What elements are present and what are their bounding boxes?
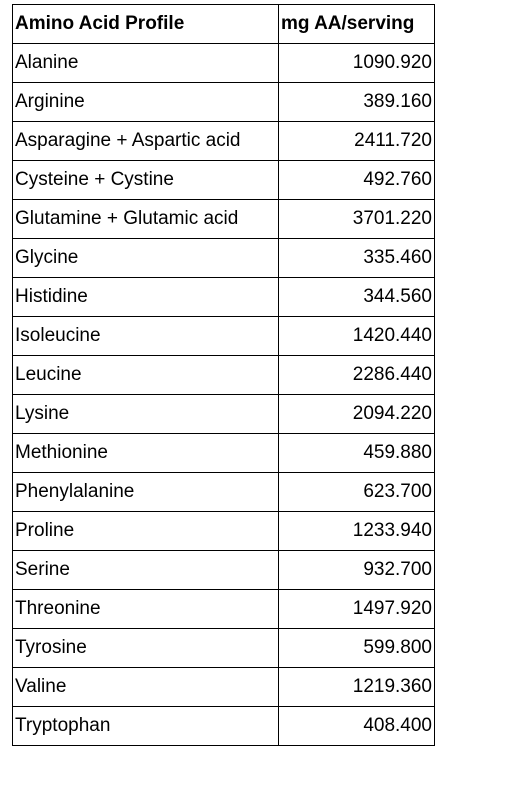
table-row bbox=[13, 161, 435, 200]
table-row bbox=[13, 707, 435, 746]
mg-per-serving-cell: 1233.940 bbox=[279, 512, 435, 551]
mg-per-serving-cell: 2411.720 bbox=[279, 122, 435, 161]
mg-per-serving-cell: 3701.220 bbox=[279, 200, 435, 239]
table-row bbox=[13, 239, 435, 278]
amino-acid-name-cell: Lysine bbox=[13, 395, 279, 434]
mg-per-serving-cell: 1090.920 bbox=[279, 44, 435, 83]
mg-per-serving-cell: 599.800 bbox=[279, 629, 435, 668]
mg-per-serving-cell: 492.760 bbox=[279, 161, 435, 200]
amino-acid-name-cell: Threonine bbox=[13, 590, 279, 629]
table-row bbox=[13, 200, 435, 239]
table-row bbox=[13, 278, 435, 317]
mg-per-serving-cell: 389.160 bbox=[279, 83, 435, 122]
amino-acid-name-cell: Tryptophan bbox=[13, 707, 279, 746]
mg-per-serving-cell: 335.460 bbox=[279, 239, 435, 278]
table-row bbox=[13, 44, 435, 83]
mg-per-serving-cell: 459.880 bbox=[279, 434, 435, 473]
amino-acid-name-cell: Leucine bbox=[13, 356, 279, 395]
amino-acid-name-cell: Histidine bbox=[13, 278, 279, 317]
amino-acid-name-cell: Proline bbox=[13, 512, 279, 551]
mg-per-serving-cell: 2286.440 bbox=[279, 356, 435, 395]
amino-acid-name-cell: Valine bbox=[13, 668, 279, 707]
header-mg-per-serving: mg AA/serving bbox=[279, 5, 435, 44]
amino-acid-name-cell: Serine bbox=[13, 551, 279, 590]
amino-acid-name-cell: Tyrosine bbox=[13, 629, 279, 668]
mg-per-serving-cell: 1497.920 bbox=[279, 590, 435, 629]
table-body bbox=[13, 44, 435, 746]
amino-acid-name-cell: Asparagine + Aspartic acid bbox=[13, 122, 279, 161]
amino-acid-table bbox=[12, 4, 435, 746]
table-row bbox=[13, 434, 435, 473]
table-row bbox=[13, 395, 435, 434]
table-row bbox=[13, 317, 435, 356]
amino-acid-name-cell: Alanine bbox=[13, 44, 279, 83]
mg-per-serving-cell: 408.400 bbox=[279, 707, 435, 746]
table-row bbox=[13, 122, 435, 161]
amino-acid-name-cell: Isoleucine bbox=[13, 317, 279, 356]
table-header bbox=[13, 5, 435, 44]
table-row bbox=[13, 668, 435, 707]
table-row bbox=[13, 590, 435, 629]
amino-acid-name-cell: Glutamine + Glutamic acid bbox=[13, 200, 279, 239]
amino-acid-name-cell: Arginine bbox=[13, 83, 279, 122]
table-row bbox=[13, 512, 435, 551]
mg-per-serving-cell: 623.700 bbox=[279, 473, 435, 512]
amino-acid-table-container bbox=[12, 4, 435, 746]
table-row bbox=[13, 83, 435, 122]
mg-per-serving-cell: 1420.440 bbox=[279, 317, 435, 356]
amino-acid-name-cell: Cysteine + Cystine bbox=[13, 161, 279, 200]
amino-acid-name-cell: Glycine bbox=[13, 239, 279, 278]
table-row bbox=[13, 551, 435, 590]
header-amino-acid-profile: Amino Acid Profile bbox=[13, 5, 279, 44]
mg-per-serving-cell: 2094.220 bbox=[279, 395, 435, 434]
table-row bbox=[13, 629, 435, 668]
table-row bbox=[13, 356, 435, 395]
table-row bbox=[13, 473, 435, 512]
amino-acid-name-cell: Phenylalanine bbox=[13, 473, 279, 512]
mg-per-serving-cell: 932.700 bbox=[279, 551, 435, 590]
header-row bbox=[13, 5, 435, 44]
amino-acid-name-cell: Methionine bbox=[13, 434, 279, 473]
mg-per-serving-cell: 344.560 bbox=[279, 278, 435, 317]
mg-per-serving-cell: 1219.360 bbox=[279, 668, 435, 707]
